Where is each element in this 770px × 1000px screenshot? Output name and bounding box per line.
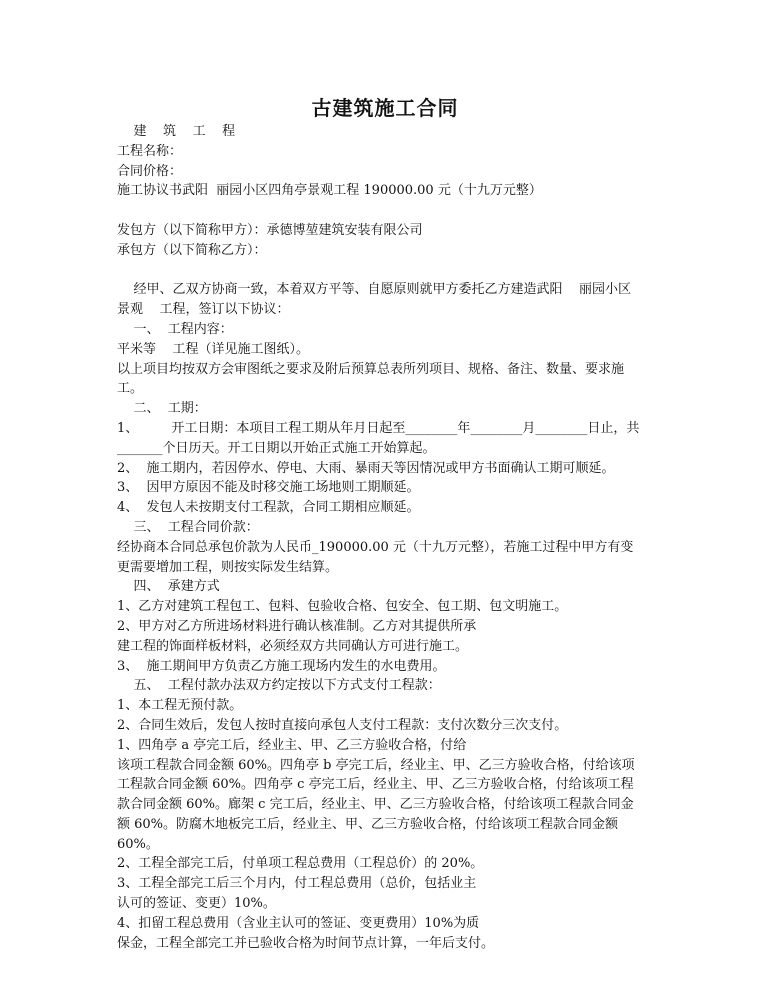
text-line: 保金，工程全部完工并已验收合格为时间节点计算，一年后支付。 bbox=[117, 935, 495, 951]
text-line: 承包方（以下简称乙方）： bbox=[117, 242, 267, 258]
text-line: 1、 开工日期：本项目工程工期从年月日起至________年________月________日止，共 bbox=[117, 420, 640, 436]
text-line: 3、工程全部完工后三个月内，付工程总费用（总价，包括业主 bbox=[117, 876, 477, 892]
text-line: 2、工程全部完工后，付单项工程总费用（工程总价）的 20%。 bbox=[117, 856, 484, 872]
text-line: 一、 工程内容： bbox=[117, 321, 233, 337]
text-line: 额 60%。防腐木地板完工后，经业主、甲、乙三方验收合格，付给该项工程款合同金额 bbox=[117, 816, 619, 832]
text-line: 工。 bbox=[117, 381, 144, 397]
text-line: 60%。 bbox=[117, 836, 159, 852]
document-body bbox=[117, 122, 659, 953]
text-line: 该项工程款合同金额 60%。四角亭 b 亭完工后，经业主、甲、乙三方验收合格，付给该项 bbox=[117, 757, 635, 773]
text-line: 二、 工期： bbox=[117, 401, 207, 417]
text-line: 2、合同生效后，发包人按时直接向承包人支付工程款：支付次数分三次支付。 bbox=[117, 717, 568, 733]
text-line: 款合同金额 60%。廊架 c 完工后，经业主、甲、乙三方验收合格，付给该项工程款合同金 bbox=[117, 797, 634, 813]
text-line: _______个日历天。开工日期以开始正式施工开始算起。 bbox=[117, 440, 436, 456]
text-line: 经甲、乙双方协商一致，本着双方平等、自愿原则就甲方委托乙方建造武阳 丽园小区 bbox=[117, 282, 632, 298]
text-line: 4、 发包人未按期支付工程款，合同工期相应顺延。 bbox=[117, 500, 420, 516]
text-line: 认可的签证、变更）10%。 bbox=[117, 896, 276, 912]
text-line: 施工协议书武阳 丽园小区四角亭景观工程 190000.00 元（十九万元整） bbox=[117, 183, 542, 199]
text-line: 经协商本合同总承包价款为人民币_190000.00 元（十九万元整），若施工过程中甲方有变 bbox=[117, 539, 634, 555]
text-line: 合同价格： bbox=[117, 163, 183, 179]
text-line: 景观 工程，签订以下协议： bbox=[117, 302, 290, 318]
text-line: 三、 工程合同价款： bbox=[117, 519, 259, 535]
text-line: 1、本工程无预付款。 bbox=[117, 698, 243, 714]
blank-line bbox=[117, 261, 659, 281]
text-line: 1、乙方对建筑工程包工、包料、包验收合格、包安全、包工期、包文明施工。 bbox=[117, 599, 568, 615]
text-line: 1、四角亭 a 亭完工后，经业主、甲、乙三方验收合格，付给 bbox=[117, 737, 467, 753]
text-line: 4、扣留工程总费用（含业主认可的签证、变更费用）10%为质 bbox=[117, 915, 480, 931]
text-line: 工程名称： bbox=[117, 143, 183, 159]
text-line: 建工程的饰面样板材料，必须经双方共同确认方可进行施工。 bbox=[117, 638, 469, 654]
text-line: 2、 施工期内，若因停水、停电、大雨、暴雨天等因情况或甲方书面确认工期可顺延。 bbox=[117, 460, 615, 476]
text-line: 3、 因甲方原因不能及时移交施工场地则工期顺延。 bbox=[117, 480, 420, 496]
text-line: 建 筑 工 程 bbox=[117, 124, 236, 139]
blank-line bbox=[117, 201, 659, 221]
text-line: 四、 承建方式 bbox=[117, 579, 220, 595]
text-line: 发包方（以下简称甲方）：承德博堃建筑安装有限公司 bbox=[117, 222, 423, 238]
text-line: 3、 施工期间甲方负责乙方施工现场内发生的水电费用。 bbox=[117, 658, 446, 674]
text-line: 2、甲方对乙方所进场材料进行确认核准制。乙方对其提供所承 bbox=[117, 618, 477, 634]
text-line: 更需要增加工程，则按实际发生结算。 bbox=[117, 559, 339, 575]
text-line: 平米等 工程（详见施工图纸）。 bbox=[117, 341, 310, 357]
text-line: 五、 工程付款办法双方约定按以下方式支付工程款： bbox=[117, 678, 441, 694]
document-title: 古建筑施工合同 bbox=[311, 96, 459, 120]
text-line: 以上项目均按双方会审图纸之要求及附后预算总表所列项目、规格、备注、数量、要求施 bbox=[117, 361, 625, 377]
text-line: 工程款合同金额 60%。四角亭 c 亭完工后，经业主、甲、乙三方验收合格，付给该项工程 bbox=[117, 777, 634, 793]
